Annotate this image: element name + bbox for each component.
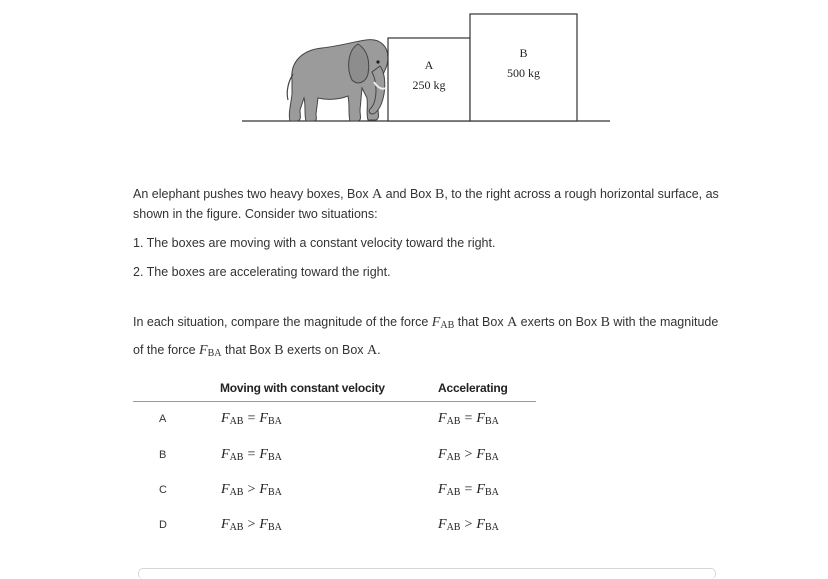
intro-line-2: shown in the figure. Consider two situations: [133,207,378,221]
comparison-operator: = [247,447,256,462]
intro-line-1: An elephant pushes two heavy boxes, Box A and Box B, to the right across a rough horizontal surface, as [133,187,719,202]
comparison-operator: = [464,411,473,426]
accelerating-relation: FAB > FBA [438,447,499,463]
constant-velocity-relation: FAB = FBA [221,411,282,427]
box-a-mass: 250 kg [412,78,446,92]
comparison-operator: > [464,447,473,462]
box-a-name: A [424,58,434,72]
header-constant-velocity: Moving with constant velocity [220,381,385,395]
question-line-1: In each situation, compare the magnitude of the force $F_{AB}$ that Box A exerts on Box B with the magnitude [133,315,719,331]
header-accelerating: Accelerating [438,381,508,395]
accelerating-relation: FAB = FBA [438,482,499,498]
comparison-operator: = [464,482,473,497]
box-b-mass: 500 kg [507,66,540,80]
situation-1: 1. The boxes are moving with a constant velocity toward the right. [133,236,496,250]
option-label[interactable]: C [159,484,167,496]
accelerating-relation: FAB > FBA [438,517,499,533]
option-label[interactable]: D [159,519,167,531]
constant-velocity-relation: FAB > FBA [221,517,282,533]
elephant-boxes-figure [240,10,612,126]
next-card-edge [138,568,716,579]
question-line-2: of the force $F_{BA}$ that Box B exerts on Box A. [133,343,381,359]
elephant-icon [287,40,388,121]
box-b-name: B [519,46,528,60]
accelerating-relation: FAB = FBA [438,411,499,427]
option-label[interactable]: A [159,413,167,425]
comparison-operator: > [247,517,256,532]
comparison-operator: > [247,482,256,497]
table-header-rule [133,401,536,402]
comparison-operator: = [247,411,256,426]
comparison-operator: > [464,517,473,532]
option-label[interactable]: B [159,449,167,461]
situation-2: 2. The boxes are accelerating toward the right. [133,265,391,279]
constant-velocity-relation: FAB = FBA [221,447,282,463]
constant-velocity-relation: FAB > FBA [221,482,282,498]
